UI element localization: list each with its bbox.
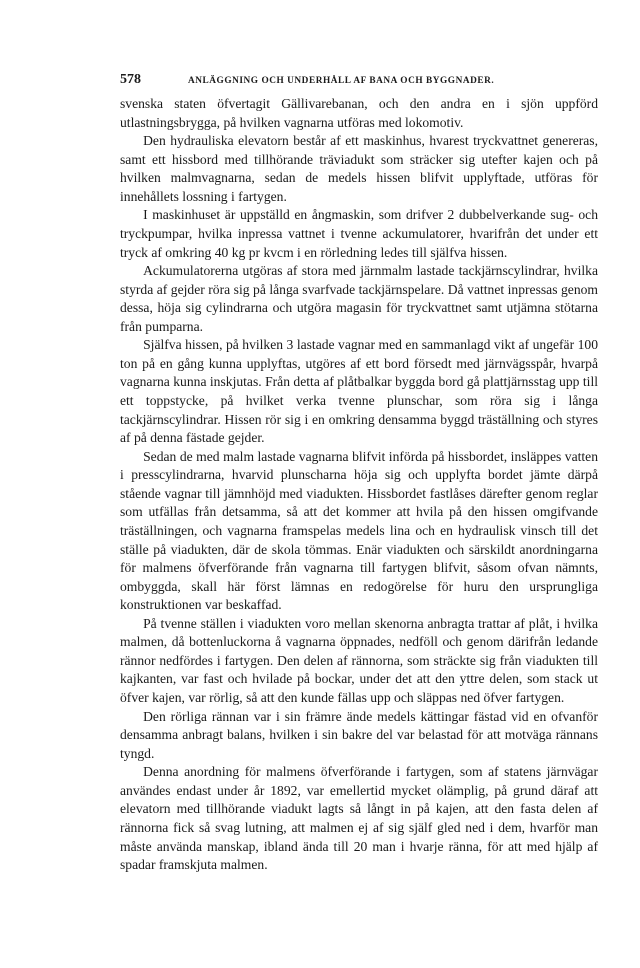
- running-head-title: ANLÄGGNING OCH UNDERHÅLL AF BANA OCH BYGGNADER.: [188, 76, 495, 86]
- paragraph: På tvenne ställen i viadukten voro mellan skenorna anbragta trattar af plåt, i hvilka malmen, då bottenluckorna å vagnarna öppnades, nedföll och genom därifrån ledande rännor nedfördes i fartygen. Den delen af rännorna, som sträckte sig från viadukten till kajkanten, var fast och hvilade på bockar, under det att den yttre delen, som stack ut öfver kajen, var rörlig, så att den kunde fällas upp och släppas ned öfver fartygen.: [120, 615, 598, 705]
- paragraph: Själfva hissen, på hvilken 3 lastade vagnar med en sammanlagd vikt af ungefär 100 ton på en gång kunna upplyftas, utgöres af ett bord försedt med järnvägsspår, hvarpå vagnarna kunna inskjutas. Från detta af plåtbalkar byggda bord gå plattjärnsstag upp till ett toppstycke, på hvilket verka tvenne plunschar, som röra sig i långa tackjärnscylindrar. Hissen rör sig i en omkring densamma byggd träställning och styres af på denna fästade gejder.: [120, 337, 598, 446]
- paragraph: Den rörliga rännan var i sin främre ände medels kättingar fästad vid en ofvanför densamma anbragt balans, hvilken i sin bakre del var belastad för att motväga rännans tyngd.: [120, 708, 598, 761]
- paragraph: Ackumulatorerna utgöras af stora med järnmalm lastade tackjärnscylindrar, hvilka styrda af gejder röra sig på långa svarfvade tackjärnspelare. Då vattnet inpressas genom dessa, höja sig cylindrarna och utgöra magasin för tryckvattnet samt utjämna stötarna från pumparna.: [120, 263, 598, 334]
- paragraph: I maskinhuset är uppställd en ångmaskin, som drifver 2 dubbelverkande sug- och tryckpumpar, hvilka inpressa vattnet i tvenne ackumulatorer, hvarifrån det under ett tryck af omkring 40 kg pr kvcm i en rörledning ledes till själfva hissen.: [120, 207, 598, 260]
- page-number: 578: [120, 72, 141, 87]
- paragraph: Denna anordning för malmens öfverförande i fartygen, som af statens järnvägar användes endast under år 1892, var emellertid mycket olämplig, på grund däraf att elevatorn med tillhörande viadukt lagts så långt in på kajen, att den fasta delen af rännorna fick så svag lutning, att malmen ej af sig själf gled ned i dem, hvarför man måste använda manskap, ibland ända till 20 man i hvarje ränna, för att med hjälp af spadar framskjuta malmen.: [120, 764, 598, 873]
- body-text: [120, 95, 598, 875]
- paragraph: Sedan de med malm lastade vagnarna blifvit införda på hissbordet, insläppes vatten i presscylindrarna, hvarvid plunscharna höja sig och upplyfta bordet jämte därpå stående vagnar till jämnhöjd med viadukten. Hissbordet fastlåses därefter genom reglar som utfällas från detsamma, så att det kommer att hvila på den hissen omgifvande träställningen, och vagnarna framspelas medels lina och en hydraulisk vinsch till det ställe på viadukten, där de skola tömmas. Enär viadukten och särskildt anordningarna för malmens öfverförande från vagnarna till fartygen blifvit, såsom ofvan nämnts, ombyggda, skall här först lämnas en redogörelse för huru den ursprungliga konstruktionen var beskaffad.: [120, 448, 598, 613]
- running-head: [120, 71, 530, 89]
- paragraph: Den hydrauliska elevatorn består af ett maskinhus, hvarest tryckvattnet genereras, samt ett hissbord med tillhörande träviadukt som sträcker sig utefter kajen och på hvilken malmvagnarna, sedan de medels hissen blifvit upplyftade, utföras för innehållets lossning i fartygen.: [120, 133, 598, 204]
- paragraph: svenska staten öfvertagit Gällivarebanan, och den andra en i sjön uppförd utlastningsbrygga, på hvilken vagnarna utföras med lokomotiv.: [120, 96, 598, 130]
